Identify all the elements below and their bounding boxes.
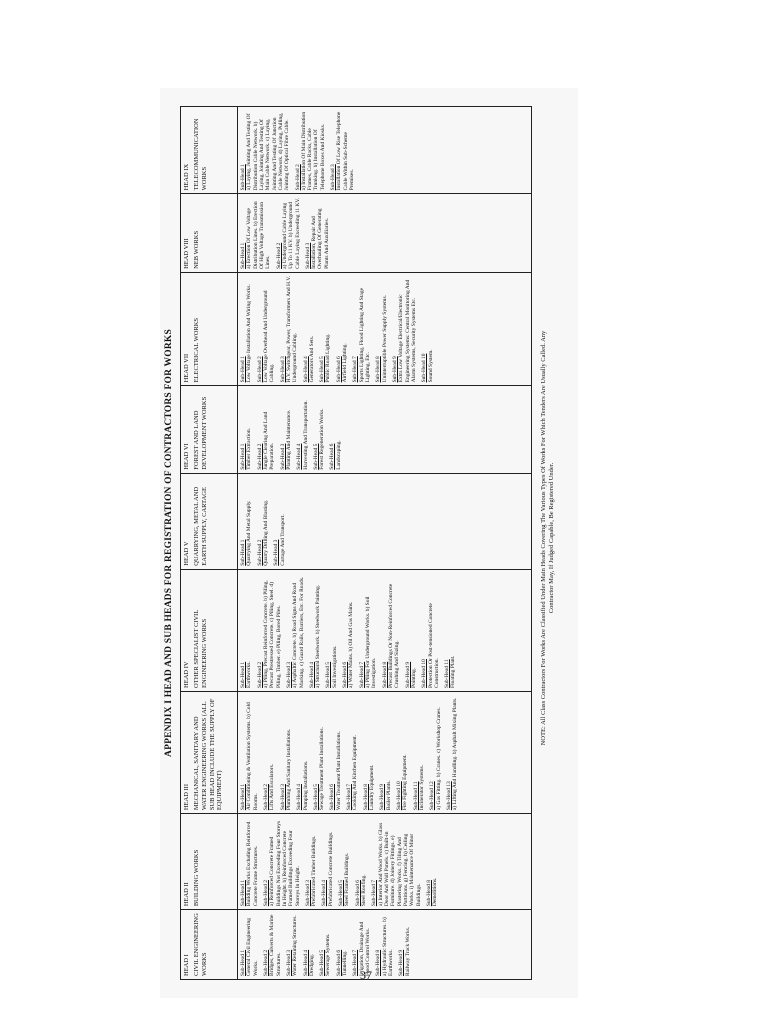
sub-head-description: Demolitions. <box>432 877 439 907</box>
sub-head-label: Sub-Head 1 <box>240 784 246 811</box>
sub-head-description: Cartage And Transport. <box>279 514 286 566</box>
column-header <box>181 194 238 273</box>
sub-head-entry <box>280 695 293 810</box>
sub-head-description: a) Structural Steelwork. b) Steelwork Painting. <box>315 584 322 688</box>
sub-head-entry <box>382 573 401 688</box>
sub-head-entry <box>305 817 318 906</box>
sub-head-entry <box>330 110 355 190</box>
sub-head-description: a) Gas Fitting. b) Cranes. c) Workshop Cranes. <box>435 707 442 811</box>
column-cell <box>238 691 532 813</box>
sub-head-description: Quarrying And Metal Supply. <box>246 500 253 566</box>
sub-head-entry <box>336 276 349 382</box>
sub-head-label: Sub-Head 9 <box>404 661 411 688</box>
sub-head-description: Jungle Clearing And Land Preparation. <box>262 411 276 470</box>
sub-head-label: Sub-Head 7 <box>352 356 359 383</box>
column-header <box>181 910 238 980</box>
sub-head-label: Sub-Head 9 <box>379 784 386 811</box>
head-number: HEAD III <box>183 783 190 811</box>
column-cell <box>238 194 532 273</box>
sub-head-description: a) Piling, Precast Reinforced Concrete. b) Piling, Precast Prestressed Concrete. c) Piling, Steel. d) Piling, Timber. e) Piling, Bored Piles. <box>262 580 282 688</box>
sub-head-label: Sub-Head 2 <box>275 242 282 269</box>
sub-head-label: Sub-Head 7 <box>352 949 359 976</box>
sub-head-label: Sub-Head 6 <box>342 661 349 688</box>
sub-head-description: Railway Track Works. <box>404 926 411 976</box>
sub-head-entry <box>309 573 322 688</box>
sub-head-entry <box>240 573 253 688</box>
sub-head-label: Sub-Head 4 <box>296 784 303 811</box>
sub-head-description: Uninterruptible Power Supply Systems. <box>381 295 388 383</box>
column-header <box>181 814 238 910</box>
sub-head-label: Sub-Head 11 <box>444 659 451 688</box>
sub-head-entry <box>296 695 309 810</box>
sub-head-entry <box>257 389 276 469</box>
sub-head-description: a) Installation Of Main Distribution Frames, Cable Racks, Cable Trunking. b) Installation Of Telephone Boxes And Kiosks. <box>300 111 326 191</box>
sub-head-label: Sub-Head 2 <box>262 949 269 976</box>
sub-head-label: Sub-Head 5 <box>338 880 345 907</box>
sub-head-label: Sub-Head 5 <box>319 949 326 976</box>
sub-head-description: Fire Fighting Equipment. <box>402 754 409 811</box>
sub-head-label: Sub-Head 1 <box>240 539 246 566</box>
sub-head-description: Prefabricated Concrete Buildings. <box>327 831 334 907</box>
sub-head-entry <box>280 389 293 469</box>
column-cell <box>238 386 532 473</box>
sub-head-entry <box>446 695 459 810</box>
head-title: QUARRYING, METAL AND EARTH SUPPLY, CARTAGE <box>193 486 208 566</box>
table-header-row <box>181 107 238 980</box>
column-header <box>181 473 238 569</box>
sub-head-entry <box>429 695 442 810</box>
sub-head-description: Irrigation, Drainage And Flood Control Works. <box>358 921 371 976</box>
sub-head-entry <box>371 817 422 906</box>
sub-head-label: Sub-Head 9 <box>391 356 398 383</box>
sub-head-description: Prefabricated Timber Buildings. <box>311 835 318 907</box>
sub-head-label: Sub-Head 5 <box>319 356 326 383</box>
sub-head-entry <box>398 913 411 976</box>
column-cell <box>238 272 532 385</box>
sub-head-entry <box>296 389 309 469</box>
sub-head-label: Sub-Head 1 <box>240 242 246 269</box>
sub-head-entry <box>280 276 299 382</box>
column-header <box>181 691 238 813</box>
column-header <box>181 272 238 385</box>
head-title: TELECOMMUNICATION WORKS <box>193 118 208 191</box>
sub-head-description: Timber Extraction. <box>246 428 253 470</box>
sub-head-label: Sub-Head 1 <box>240 443 246 470</box>
sub-head-label: Sub-Head 10 <box>395 781 402 811</box>
head-number: HEAD II <box>183 882 190 907</box>
sub-head-entry <box>319 913 332 976</box>
head-number: HEAD IX <box>183 163 190 191</box>
sub-head-entry <box>352 276 371 382</box>
sub-head-description: Steel Roofing. <box>361 874 367 907</box>
sub-head-description: Soil Investigations. <box>331 645 338 688</box>
sub-head-description: Water Retaining Structures. <box>292 915 299 976</box>
sub-head-entry <box>329 389 342 469</box>
column-cell <box>238 569 532 691</box>
sub-head-description: Landscaping. <box>335 440 342 470</box>
sub-head-entry <box>286 573 305 688</box>
sub-head-description: Installation Of Low Rise Telephone Cable Within Sub-Scheme Premises. <box>336 111 355 191</box>
sub-head-description: Dredging. <box>308 953 315 976</box>
head-title: OTHER SPECIALIST CIVIL ENGINEERING WORKS <box>193 609 208 688</box>
sub-head-description: a) Erection Of Low Voltage Distribution Lines. b) Erection Of High Voltage Transmission Lines. <box>246 201 272 269</box>
sub-head-entry <box>240 817 259 906</box>
head-title: MECHANICAL, SANITARY AND WATER ENGINEERING WORKS (ALL SUB HEAD INCLUDE THE SUPPLY OF EQUIPMENT) <box>193 698 224 811</box>
sub-head-description: Laundry Equipment. <box>369 764 375 811</box>
sub-head-label: Sub-Head 6 <box>329 784 336 811</box>
sub-head-entry <box>392 276 417 382</box>
sub-head-entry <box>421 573 440 688</box>
sub-head-entry <box>273 477 286 566</box>
sub-head-description: Extra Low Voltage Electrical/Electronic Engineering Systems: Central Monitoring And Alarm Systems, Security Systems Etc. <box>398 279 417 383</box>
sub-head-description: Installation, Repair And Overhauling Of Generating Plants And Auxiliaries. <box>311 208 330 269</box>
column-cell <box>238 910 532 980</box>
sub-head-description: Air Conditioning & Ventilation Systems. b) Cold Rooms. <box>246 702 259 811</box>
head-number: HEAD V <box>183 541 190 566</box>
sub-head-entry <box>240 695 259 810</box>
sub-head-description: H.V. Switchgear, Power, Transformers And H.V. Underground Cabling. <box>285 275 299 383</box>
sub-head-label: Sub-Head 3 <box>279 784 286 811</box>
sub-head-label: Sub-Head 2 <box>256 443 263 470</box>
sub-head-label: Sub-Head 4 <box>308 661 315 688</box>
column-cell <box>238 473 532 569</box>
sub-head-label: Sub-Head 5 <box>325 661 332 688</box>
sub-head-entry <box>303 276 316 382</box>
sub-head-label: Sub-Head 1 <box>240 880 246 907</box>
sub-head-entry <box>375 913 394 976</box>
sub-head-description: Airfield Lighting. <box>342 343 349 383</box>
column-header <box>181 386 238 473</box>
sub-head-description: Bridges, Culverts & Marine Structures. <box>269 914 282 976</box>
table-body-row <box>238 107 532 980</box>
sub-head-description: Steel Framed Buildings. <box>344 852 351 907</box>
sub-head-entry <box>240 389 253 469</box>
sub-head-entry <box>313 695 326 810</box>
heads-table <box>180 106 532 980</box>
sub-head-label: Sub-Head 11 <box>412 781 419 811</box>
sub-head-description: a) Hydraulic Structures. b) Earthworks. <box>381 917 394 976</box>
sub-head-label: Sub-Head 2 <box>256 356 263 383</box>
sub-head-description: Protection Or Post-tensioned Concrete Construction. <box>427 603 440 688</box>
sub-head-description: a) Interior And Wood Works. b) Glass Door And Wall Panels. c) Built-in Furniture. d) Joinery Fittings. e) Plastering Works. f) Tiling And Partitions. g) Fencing. h) Ceiling Works. i) Maintenance Of Minor Buildings. <box>377 822 422 907</box>
sub-head-entry <box>295 110 327 190</box>
head-title: NEB WORKS <box>193 230 200 269</box>
sub-head-entry <box>319 276 332 382</box>
sub-head-entry <box>263 817 301 906</box>
sub-head-entry <box>375 276 388 382</box>
sub-head-description: Forest Regeneration Works. <box>319 408 326 470</box>
sub-head-label: Sub-Head 2 <box>262 880 269 907</box>
sub-head-entry <box>355 817 368 906</box>
sub-head-entry <box>240 276 253 382</box>
sub-head-entry <box>321 817 334 906</box>
sub-head-description: Generators And Sets. <box>308 335 315 383</box>
sub-head-description: Harvesting And Transportation. <box>302 400 309 470</box>
sub-head-label: Sub-Head 2 <box>294 164 301 191</box>
sub-head-label: Sub-Head 4 <box>296 443 303 470</box>
sub-head-label: Sub-Head 3 <box>285 949 292 976</box>
sub-head-label: Sub-Head 6 <box>335 949 342 976</box>
sub-head-description: Earthworks. <box>246 661 253 688</box>
sub-head-label: Sub-Head 10 <box>421 659 428 688</box>
sub-head-description: Tunnelling. <box>342 950 349 976</box>
sub-head-label: Sub-Head 13 <box>445 781 452 811</box>
sub-head-description: a) Underground Cable Laying Up To 11 KV. b) Underground Cable Laying Exceeding 11 KV. <box>281 197 301 269</box>
sub-head-label: Sub-Head 8 <box>425 880 432 907</box>
sub-head-entry <box>276 197 301 269</box>
sub-head-description: Cooking And Kitchen Equipment. <box>352 734 359 811</box>
sub-head-entry <box>305 197 330 269</box>
sub-head-label: Sub-Head 2 <box>262 784 269 811</box>
sub-head-label: Sub-Head 5 <box>312 784 319 811</box>
sub-head-description: Pumping Installations. <box>302 760 309 811</box>
sub-head-entry <box>338 817 351 906</box>
head-number: HEAD VII <box>183 353 190 383</box>
footnote: NOTE: All Class Contractors For Works Are Classified Under Main Heads Covering The Various Types Of Works For Which Tenders Are Usually Called. Any Contractor May, If Judged Capable, Be Registered Under. <box>540 330 556 746</box>
sub-head-label: Sub-Head 1 <box>240 356 246 383</box>
sub-head-description: Pointing. <box>410 667 417 688</box>
sub-head-entry <box>263 695 276 810</box>
sub-head-entry <box>313 389 326 469</box>
appendix-title: APPENDIX I HEAD AND SUB HEADS FOR REGISTRATION OF CONTRACTORS FOR WORKS <box>164 329 174 757</box>
sub-head-label: Sub-Head 2 <box>256 661 263 688</box>
head-number: HEAD I <box>183 954 190 976</box>
sub-head-entry <box>257 573 282 688</box>
sub-head-description: Boiler Plants. <box>385 780 392 811</box>
sub-head-entry <box>240 913 259 976</box>
sub-head-description: Building Works Excluding Reinforced Concrete Frame Structures. <box>246 821 259 907</box>
sub-head-entry <box>359 573 378 688</box>
column-header <box>181 107 238 194</box>
sub-head-entry <box>240 110 291 190</box>
sub-head-entry <box>379 695 392 810</box>
head-number: HEAD VIII <box>183 238 190 269</box>
sub-head-label: Sub-Head 3 <box>279 356 286 383</box>
sub-head-entry <box>325 573 338 688</box>
rotated-document <box>160 88 578 998</box>
head-title: ELECTRICAL WORKS <box>193 317 200 383</box>
sub-head-description: a) Laying, Jointing And Testing Of Distribution Cable Network. b) Laying, Jointing And Testing Of Main Cable Network. c) Laying, Jointing And Testing Of Junction Cable Network. d) Laying, Pulling, Jointing Of Optical Fibre Cable. <box>246 112 291 191</box>
scanned-page <box>160 88 578 998</box>
sub-head-label: Sub-Head 8 <box>362 784 369 811</box>
sub-head-description: a) Water Mains. b) Oil And Gas Mains. <box>348 601 355 688</box>
sub-head-entry <box>263 913 282 976</box>
sub-head-entry <box>240 477 253 566</box>
sub-head-entry <box>444 573 457 688</box>
head-title: FOREST AND LAND DEVELOPMENT WORKS <box>193 396 208 470</box>
sub-head-label: Sub-Head 2 <box>256 539 263 566</box>
sub-head-description: a) Lifting And Handling. b) Asphalt Mixing Plants. <box>452 697 459 811</box>
column-cell <box>238 814 532 910</box>
sub-head-label: Sub-Head 9 <box>398 949 405 976</box>
sub-head-entry <box>336 913 349 976</box>
sub-head-label: Sub-Head 7 <box>371 880 378 907</box>
head-number: HEAD VI <box>183 443 190 470</box>
sub-head-entry <box>257 477 270 566</box>
sub-head-label: Sub-Head 3 <box>330 164 337 191</box>
sub-head-description: Precast Buildings Or Non-Reinforced Concrete Crushing And Sizing. <box>387 583 401 688</box>
sub-head-entry <box>303 913 316 976</box>
column-header <box>181 569 238 691</box>
sub-head-label: Sub-Head 6 <box>335 356 342 383</box>
sub-head-description: Sports Lighting, Flood Lighting And Stage Lighting, Etc. <box>358 287 371 383</box>
sub-head-label: Sub-Head 7 <box>346 784 353 811</box>
sub-head-label: Sub-Head 3 <box>304 880 311 907</box>
sub-head-entry <box>342 573 355 688</box>
sub-head-label: Sub-Head 6 <box>354 880 361 907</box>
sub-head-description: Plumbing And Sanitary Installations. <box>285 728 292 811</box>
sub-head-description: Floating Plant. <box>450 655 457 688</box>
sub-head-label: Sub-Head 8 <box>381 661 388 688</box>
sub-head-description: a) Piling For Underground Works. b) Soil Investigation. <box>365 596 378 688</box>
sub-head-description: Water Treatment Plant Installations. <box>335 731 342 811</box>
sub-head-description: General Civil Engineering Works. <box>246 917 259 976</box>
sub-head-label: Sub-Head 3 <box>279 443 286 470</box>
sub-head-label: Sub-Head 1 <box>240 661 246 688</box>
sub-head-entry <box>257 276 276 382</box>
sub-head-description: a) Reinforced Concrete Framed Buildings Not Exceeding Four Storeys In Height. b) Reinforced Concrete Framed Buildings Exceeding Four Storeys In Height. <box>269 820 301 907</box>
sub-head-entry <box>426 817 439 906</box>
sub-head-description: Low Voltage Overhead And Underground Cabling. <box>262 290 276 383</box>
sub-head-entry <box>405 573 418 688</box>
sub-head-label: Sub-Head 5 <box>312 443 319 470</box>
head-title: CIVIL ENGINEERING WORKS <box>193 913 208 976</box>
sub-head-description: Low Voltage Installation And Wiring Works. <box>246 284 253 383</box>
sub-head-entry <box>240 197 272 269</box>
sub-head-label: Sub-Head 8 <box>375 356 382 383</box>
sub-head-description: Sewage Treatment Plant Installations. <box>319 727 326 811</box>
sub-head-label: Sub-Head 3 <box>285 661 292 688</box>
sub-head-label: Sub-Head 3 <box>304 242 311 269</box>
sub-head-entry <box>413 695 426 810</box>
sub-head-entry <box>396 695 409 810</box>
column-cell <box>238 107 532 194</box>
sub-head-label: Sub-Head 10 <box>421 353 428 383</box>
sub-head-entry <box>286 913 299 976</box>
sub-head-label: Sub-Head 1 <box>240 949 246 976</box>
sub-head-entry <box>352 913 371 976</box>
sub-head-label: Sub-Head 4 <box>321 880 328 907</box>
sub-head-label: Sub-Head 1 <box>240 164 246 191</box>
sub-head-description: Planting And Maintenance. <box>285 409 292 470</box>
page-number: 37 <box>360 968 372 982</box>
sub-head-label: Sub-Head 7 <box>358 661 365 688</box>
sub-head-label: Sub-Head 8 <box>375 949 382 976</box>
sub-head-label: Sub-Head 4 <box>302 949 309 976</box>
sub-head-label: Sub-Head 6 <box>329 443 336 470</box>
sub-head-label: Sub-Head 4 <box>302 356 309 383</box>
sub-head-entry <box>363 695 376 810</box>
sub-head-description: a) Asphaltic Concrete. b) Road Signs And Road Marking. c) Guard Rails, Barriers, Etc. For Roads. <box>292 576 305 688</box>
sub-head-description: Lifts And Escalators. <box>269 763 276 811</box>
sub-head-description: Quarry Drilling And Blasting. <box>262 499 269 566</box>
sub-head-description: Public Road Lighting. <box>325 333 332 383</box>
sub-head-description: Sound System. <box>427 349 434 383</box>
sub-head-entry <box>329 695 342 810</box>
head-title: BUILDING WORKS <box>193 849 200 907</box>
sub-head-entry <box>346 695 359 810</box>
sub-head-description: Sewerage Systems. <box>325 933 332 976</box>
sub-head-description: Incinerator Systems. <box>418 764 425 811</box>
sub-head-label: Sub-Head 12 <box>429 781 436 811</box>
head-number: HEAD IV <box>183 661 190 688</box>
sub-head-label: Sub-Head 3 <box>273 539 280 566</box>
sub-head-entry <box>421 276 434 382</box>
